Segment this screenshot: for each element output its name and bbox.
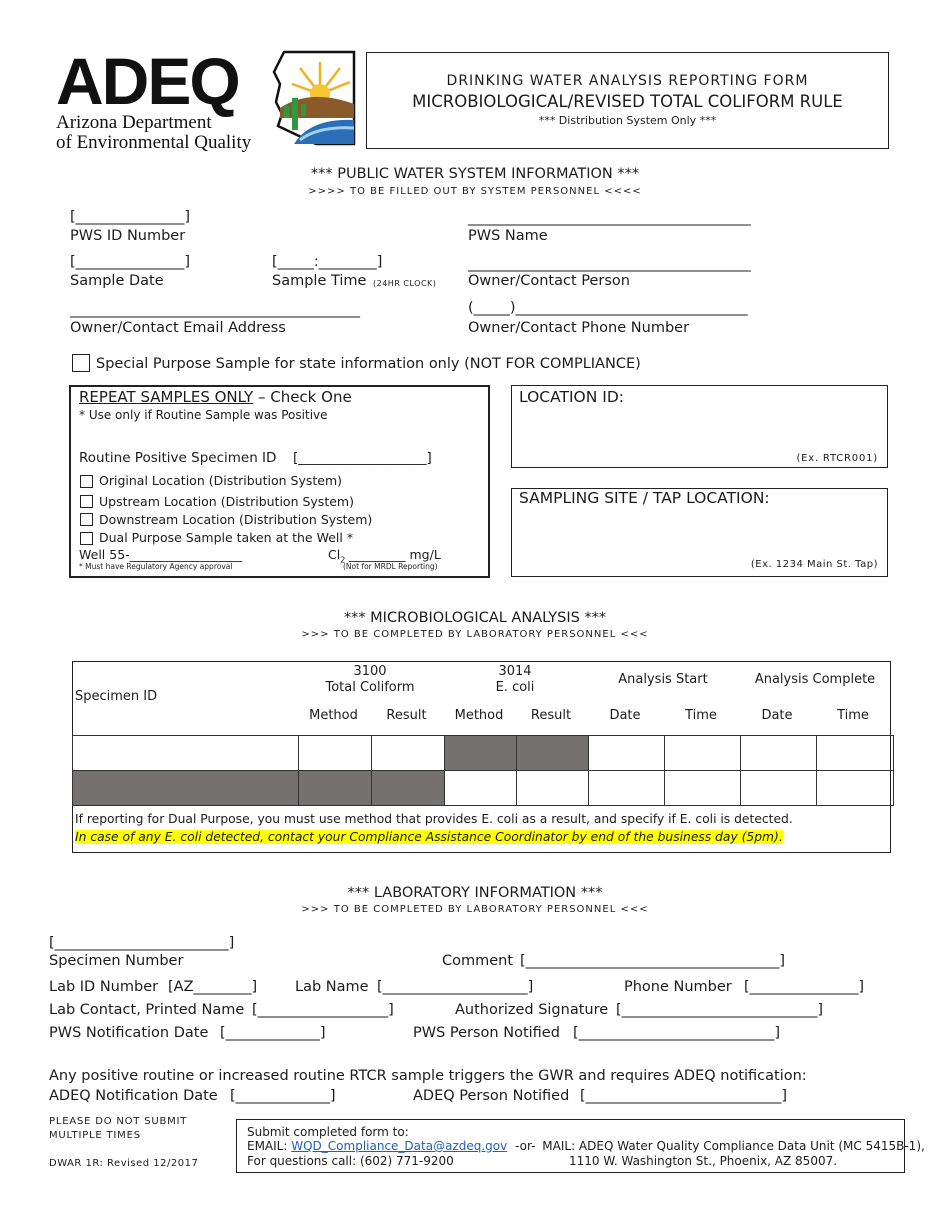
sample-time-label: Sample Time bbox=[272, 273, 367, 289]
col-tc-name: Total Coliform bbox=[325, 680, 415, 695]
comment-field[interactable]: [___________________________________] bbox=[520, 953, 786, 969]
col-specimen-id: Specimen ID bbox=[75, 689, 158, 704]
owner-email-label: Owner/Contact Email Address bbox=[70, 320, 286, 336]
ecoli-detected-warning: In case of any E. coli detected, contact your Compliance Assistance Coordinator by end of the business day (5pm). bbox=[75, 830, 783, 844]
phone-number-label: Phone Number bbox=[624, 979, 732, 995]
chlorine-label: Cl bbox=[328, 547, 341, 562]
comment-label: Comment bbox=[442, 953, 514, 969]
sample-time-field[interactable]: [_____:________] bbox=[272, 254, 383, 270]
lab-section-heading: *** LABORATORY INFORMATION *** bbox=[347, 885, 603, 901]
owner-contact-label: Owner/Contact Person bbox=[468, 273, 630, 289]
row2-ec-result-cell[interactable] bbox=[517, 771, 589, 806]
row1-complete-time-cell[interactable] bbox=[817, 736, 894, 771]
location-id-title: LOCATION ID: bbox=[519, 388, 624, 406]
upstream-location-label: Upstream Location (Distribution System) bbox=[99, 494, 354, 509]
logo-line-1: Arizona Department bbox=[56, 112, 212, 133]
questions-phone: For questions call: (602) 771-9200 bbox=[247, 1154, 454, 1168]
form-title-line-1: DRINKING WATER ANALYSIS REPORTING FORM bbox=[446, 73, 809, 89]
lab-name-label: Lab Name bbox=[295, 979, 369, 995]
sampling-site-example: (Ex. 1234 Main St. Tap) bbox=[750, 559, 878, 570]
upstream-location-checkbox[interactable] bbox=[80, 495, 93, 508]
owner-contact-field[interactable]: _______________________________________ bbox=[468, 256, 751, 272]
micro-section-heading: *** MICROBIOLOGICAL ANALYSIS *** bbox=[343, 610, 607, 626]
lab-id-field[interactable]: [AZ________] bbox=[168, 979, 258, 995]
repeat-footnote-left: * Must have Regulatory Agency approval bbox=[79, 562, 233, 571]
special-purpose-checkbox[interactable] bbox=[72, 354, 90, 372]
mail-text: MAIL: ADEQ Water Quality Compliance Data Unit (MC 5415B-1), bbox=[542, 1139, 925, 1153]
lab-id-label: Lab ID Number bbox=[49, 979, 159, 995]
lab-name-field[interactable]: [____________________] bbox=[377, 979, 534, 995]
pws-person-notified-field[interactable]: [___________________________] bbox=[573, 1025, 781, 1041]
footer-warning-line-1: PLEASE DO NOT SUBMIT bbox=[49, 1116, 188, 1127]
submit-info-box bbox=[236, 1119, 925, 1173]
logo-line-2: of Environmental Quality bbox=[56, 132, 252, 153]
row2-complete-date-cell[interactable] bbox=[741, 771, 817, 806]
row2-tc-method-cell bbox=[299, 771, 372, 806]
pws-id-label: PWS ID Number bbox=[70, 228, 186, 244]
repeat-samples-title-rest: – Check One bbox=[253, 388, 352, 406]
chlorine-subscript: 2 bbox=[340, 555, 346, 565]
row1-tc-result-cell[interactable] bbox=[372, 736, 445, 771]
sample-time-note: (24HR CLOCK) bbox=[373, 279, 437, 288]
original-location-checkbox[interactable] bbox=[80, 475, 93, 488]
lab-contact-field[interactable]: [__________________] bbox=[252, 1002, 394, 1018]
pws-name-field[interactable]: _______________________________________ bbox=[468, 210, 751, 226]
micro-section-subheading: >>> TO BE COMPLETED BY LABORATORY PERSONNEL <<< bbox=[301, 629, 649, 640]
owner-phone-field[interactable]: (_____)________________________________ bbox=[468, 300, 748, 316]
form-title-box bbox=[366, 52, 889, 149]
phone-number-field[interactable]: [_______________] bbox=[744, 979, 865, 995]
lab-contact-label: Lab Contact, Printed Name bbox=[49, 1002, 245, 1018]
col-ec-code: 3014 bbox=[498, 664, 532, 679]
downstream-location-checkbox[interactable] bbox=[80, 513, 93, 526]
downstream-location-label: Downstream Location (Distribution System) bbox=[99, 512, 373, 527]
specimen-number-field[interactable]: [________________________] bbox=[49, 935, 235, 951]
table-row bbox=[73, 771, 894, 806]
pws-name-label: PWS Name bbox=[468, 228, 548, 244]
row1-ec-method-cell bbox=[445, 736, 517, 771]
original-location-label: Original Location (Distribution System) bbox=[99, 473, 342, 488]
row2-start-date-cell[interactable] bbox=[589, 771, 665, 806]
row1-complete-date-cell[interactable] bbox=[741, 736, 817, 771]
row2-start-time-cell[interactable] bbox=[665, 771, 741, 806]
pws-notification-date-label: PWS Notification Date bbox=[49, 1025, 209, 1041]
submit-heading: Submit completed form to: bbox=[247, 1125, 409, 1139]
table-row bbox=[73, 736, 894, 771]
owner-email-field[interactable]: ________________________________________ bbox=[70, 302, 360, 318]
sample-date-field[interactable]: [_______________] bbox=[70, 254, 191, 270]
sub-start-date: Date bbox=[609, 708, 641, 723]
pws-notification-date-field[interactable]: [_____________] bbox=[220, 1025, 326, 1041]
sub-ec-method: Method bbox=[454, 708, 504, 723]
or-text: -or- bbox=[515, 1139, 536, 1153]
sub-start-time: Time bbox=[685, 708, 717, 723]
row2-specimen-id-cell bbox=[73, 771, 299, 806]
col-ec-name: E. coli bbox=[495, 680, 535, 695]
adeq-notification-date-field[interactable]: [_____________] bbox=[230, 1088, 336, 1104]
dual-purpose-note: If reporting for Dual Purpose, you must use method that provides E. coli as a result, and specify if E. coli is detected. bbox=[75, 812, 793, 826]
logo-wordmark: ADEQ bbox=[56, 44, 239, 118]
well-number-field[interactable]: Well 55-__________________ bbox=[79, 547, 243, 562]
chlorine-blank: _________ mg/L bbox=[345, 547, 441, 562]
specimen-number-label: Specimen Number bbox=[49, 953, 184, 969]
repeat-footnote-right: (Not for MRDL Reporting) bbox=[343, 562, 438, 571]
row2-complete-time-cell[interactable] bbox=[817, 771, 894, 806]
row1-ec-result-cell bbox=[517, 736, 589, 771]
adeq-person-notified-field[interactable]: [___________________________] bbox=[580, 1088, 788, 1104]
sub-complete-date: Date bbox=[761, 708, 793, 723]
form-title-line-3: *** Distribution System Only *** bbox=[538, 114, 717, 127]
authorized-signature-label: Authorized Signature bbox=[455, 1002, 609, 1018]
dual-purpose-checkbox[interactable] bbox=[80, 532, 93, 545]
location-id-example: (Ex. RTCR001) bbox=[796, 453, 878, 464]
email-label: EMAIL: bbox=[247, 1139, 288, 1153]
owner-phone-label: Owner/Contact Phone Number bbox=[468, 320, 690, 336]
form-title-line-2: MICROBIOLOGICAL/REVISED TOTAL COLIFORM RULE bbox=[412, 92, 843, 111]
sub-ec-result: Result bbox=[530, 708, 572, 723]
submit-email-line bbox=[247, 1139, 925, 1153]
form-revision: DWAR 1R: Revised 12/2017 bbox=[49, 1158, 199, 1169]
dual-purpose-label: Dual Purpose Sample taken at the Well * bbox=[99, 530, 354, 545]
authorized-signature-field[interactable]: [___________________________] bbox=[616, 1002, 824, 1018]
sub-tc-method: Method bbox=[309, 708, 358, 723]
repeat-samples-box bbox=[69, 385, 490, 578]
gwr-notification-note: Any positive routine or increased routine RTCR sample triggers the GWR and requires ADEQ notification: bbox=[49, 1068, 807, 1084]
row1-start-date-cell[interactable] bbox=[589, 736, 665, 771]
footer-warning-line-2: MULTIPLE TIMES bbox=[49, 1130, 141, 1141]
col-analysis-complete: Analysis Complete bbox=[754, 672, 876, 687]
row2-tc-result-cell bbox=[372, 771, 445, 806]
repeat-samples-title-underlined: REPEAT SAMPLES ONLY bbox=[79, 388, 254, 406]
sub-tc-result: Result bbox=[386, 708, 427, 723]
pws-section-heading: *** PUBLIC WATER SYSTEM INFORMATION *** bbox=[310, 166, 640, 182]
repeat-samples-note: * Use only if Routine Sample was Positive bbox=[79, 408, 328, 422]
mailing-address: 1110 W. Washington St., Phoenix, AZ 85007. bbox=[569, 1154, 838, 1168]
pws-id-field[interactable]: [_______________] bbox=[70, 209, 191, 225]
lab-section-subheading: >>> TO BE COMPLETED BY LABORATORY PERSONNEL <<< bbox=[301, 904, 649, 915]
row1-tc-method-cell[interactable] bbox=[299, 736, 372, 771]
location-id-box[interactable] bbox=[511, 385, 888, 468]
row1-specimen-id-cell[interactable] bbox=[73, 736, 299, 771]
pws-section-subheading: >>>> TO BE FILLED OUT BY SYSTEM PERSONNEL <<<< bbox=[308, 186, 642, 197]
repeat-samples-title bbox=[79, 388, 352, 406]
routine-id-field[interactable]: [___________________] bbox=[293, 450, 432, 466]
routine-id-label: Routine Positive Specimen ID bbox=[79, 450, 277, 466]
sub-complete-time: Time bbox=[837, 708, 869, 723]
adeq-notification-date-label: ADEQ Notification Date bbox=[49, 1088, 218, 1104]
row1-start-time-cell[interactable] bbox=[665, 736, 741, 771]
arizona-sun-cactus-icon bbox=[270, 48, 360, 148]
sampling-site-box[interactable] bbox=[511, 488, 888, 577]
row2-ec-method-cell[interactable] bbox=[445, 771, 517, 806]
sampling-site-title: SAMPLING SITE / TAP LOCATION: bbox=[519, 489, 770, 507]
col-tc-code: 3100 bbox=[353, 664, 387, 679]
sample-date-label: Sample Date bbox=[70, 273, 164, 289]
col-analysis-start: Analysis Start bbox=[618, 672, 708, 687]
compliance-email-link[interactable]: WQD_Compliance_Data@azdeq.gov bbox=[291, 1139, 508, 1153]
pws-person-notified-label: PWS Person Notified bbox=[413, 1025, 560, 1041]
micro-analysis-rows bbox=[72, 735, 894, 806]
adeq-person-notified-label: ADEQ Person Notified bbox=[413, 1088, 570, 1104]
special-purpose-label: Special Purpose Sample for state information only (NOT FOR COMPLIANCE) bbox=[96, 356, 641, 372]
